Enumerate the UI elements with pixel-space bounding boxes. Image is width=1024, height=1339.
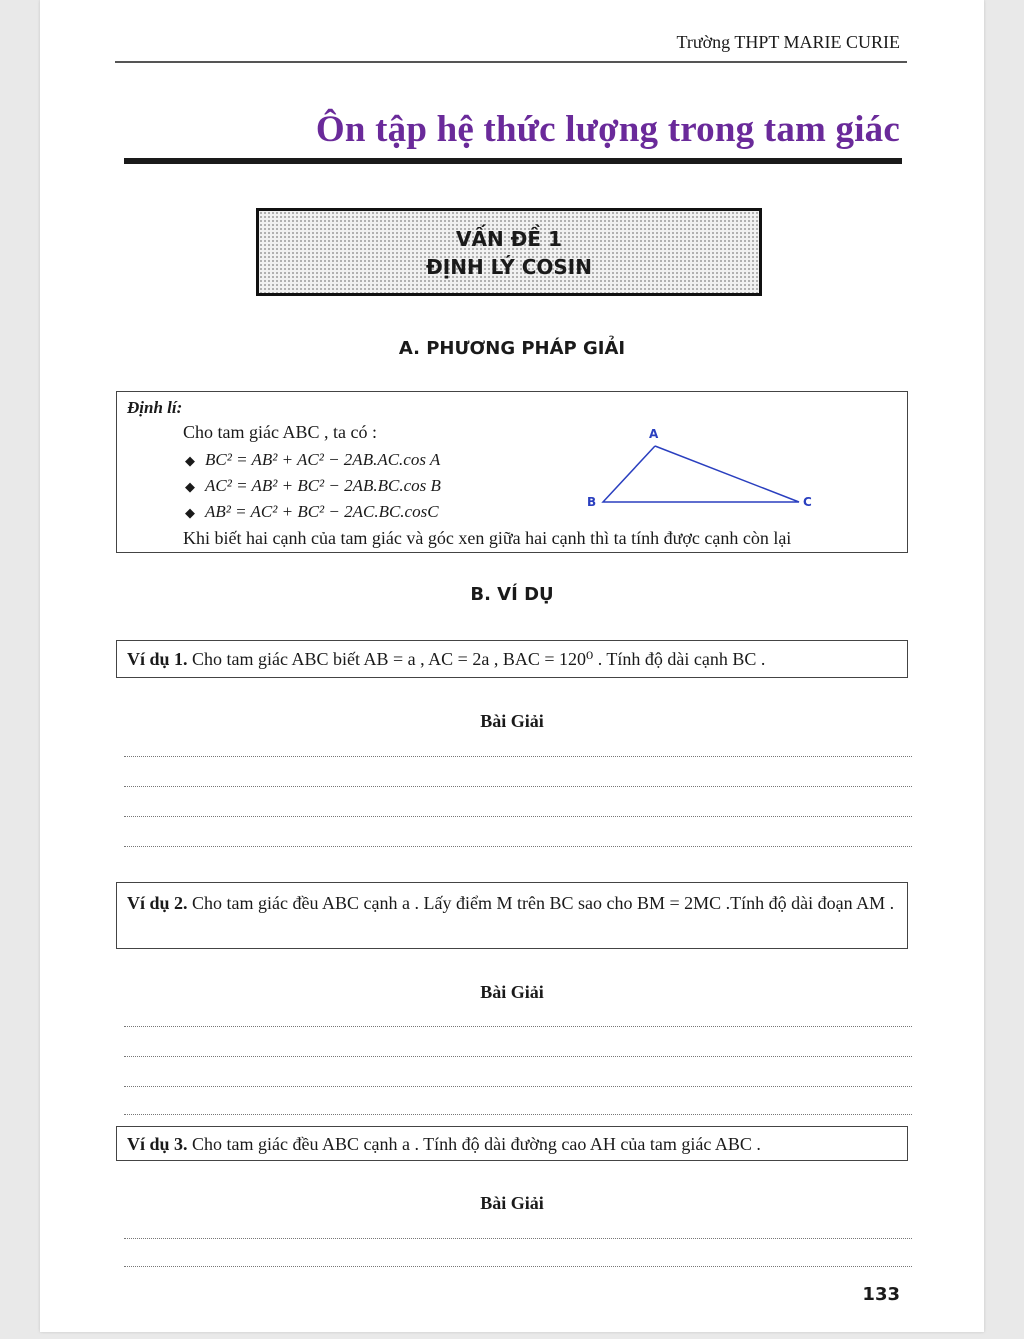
answer-line [124,1056,912,1057]
topic-name: ĐỊNH LÝ COSIN [426,255,592,279]
answer-line [124,1266,912,1267]
example-1-label: Ví dụ 1. [127,649,188,669]
theorem-note: Khi biết hai cạnh của tam giác và góc xen giữa hai cạnh thì ta tính được cạnh còn lại [183,528,792,548]
bullet-icon: ◆ [185,505,195,520]
document-page [40,0,984,1332]
answer-line [124,816,912,817]
school-name: Trường THPT MARIE CURIE [676,32,900,52]
solution-1-label: Bài Giải [480,711,544,731]
answer-line [124,756,912,757]
answer-line [124,786,912,787]
answer-line [124,1026,912,1027]
answer-line [124,846,912,847]
section-b-heading: B. VÍ DỤ [470,584,554,605]
answer-line [124,1086,912,1087]
formula-3: ◆ AB² = AC² + BC² − 2AC.BC.cosC [185,502,439,521]
theorem-box [116,391,908,553]
answer-line [124,1114,912,1115]
triangle-outline [603,446,799,502]
solution-3-label: Bài Giải [480,1193,544,1213]
solution-2-label: Bài Giải [480,982,544,1002]
page-number: 133 [862,1284,900,1305]
page-title: Ôn tập hệ thức lượng trong tam giác [315,109,900,150]
bullet-icon: ◆ [185,453,195,468]
example-2-box [116,882,908,949]
vertex-c-label: C [803,495,812,509]
theorem-label: Định lí: [127,398,183,417]
example-3-text: Cho tam giác đều ABC cạnh a . Tính độ dài đường cao AH của tam giác ABC . [192,1134,761,1154]
example-2-text: Cho tam giác đều ABC cạnh a . Lấy điểm M trên BC sao cho BM = 2MC .Tính độ dài đoạn AM . [192,893,895,913]
example-3-box [116,1126,908,1161]
formula-1: ◆ BC² = AB² + AC² − 2AB.AC.cos A [185,450,441,469]
header-rule [115,61,907,63]
triangle-abc-diagram [587,424,827,514]
example-1-box [116,640,908,678]
example-1-text: Cho tam giác ABC biết AB = a , AC = 2a , BAC = 120⁰ . Tính độ dài cạnh BC . [192,649,766,669]
formula-2: ◆ AC² = AB² + BC² − 2AB.BC.cos B [185,476,441,495]
topic-number: VẤN ĐỀ 1 [456,227,562,251]
topic-box [256,208,762,296]
vertex-b-label: B [587,495,597,509]
section-a-heading: A. PHƯƠNG PHÁP GIẢI [398,338,626,359]
answer-line [124,1238,912,1239]
theorem-intro: Cho tam giác ABC , ta có : [183,422,377,442]
vertex-a-label: A [649,427,659,441]
example-3-label: Ví dụ 3. [127,1134,188,1154]
bullet-icon: ◆ [185,479,195,494]
title-underline [124,158,902,164]
example-2-label: Ví dụ 2. [127,893,188,913]
